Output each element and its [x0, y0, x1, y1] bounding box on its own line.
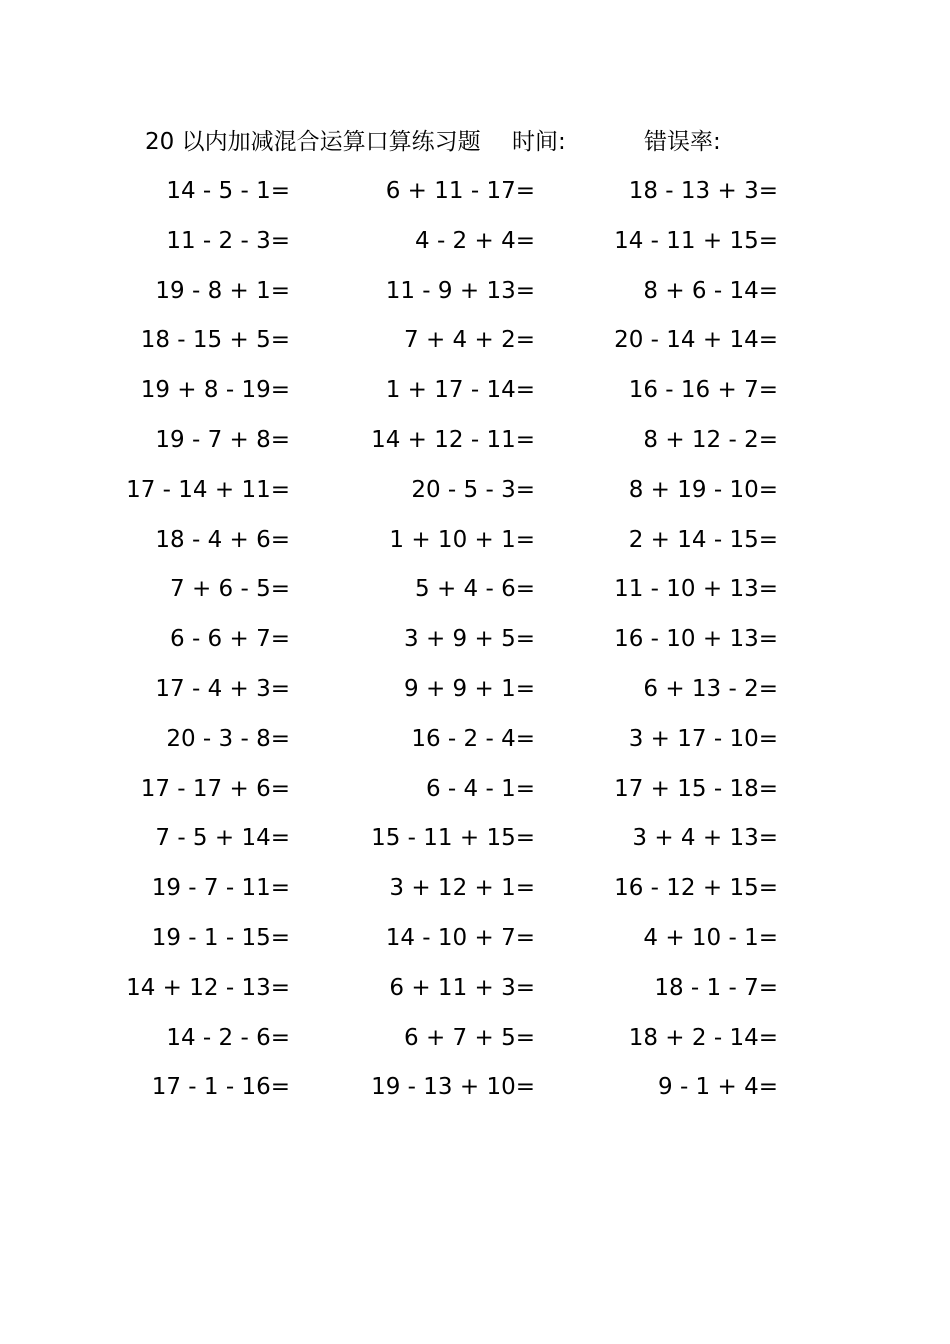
arithmetic-problem: 4 + 10 - 1=: [643, 924, 778, 951]
arithmetic-problem: 7 + 4 + 2=: [404, 327, 535, 354]
arithmetic-problem: 14 + 12 - 13=: [126, 974, 290, 1001]
arithmetic-problem: 18 + 2 - 14=: [628, 1024, 778, 1051]
arithmetic-problem: 6 + 11 + 3=: [389, 974, 535, 1001]
arithmetic-problem: 14 - 5 - 1=: [166, 178, 290, 204]
problem-row: [0, 721, 950, 771]
arithmetic-problem: 19 - 13 + 10=: [371, 1074, 535, 1101]
arithmetic-problem: 6 - 6 + 7=: [170, 626, 290, 653]
problem-row: [0, 372, 950, 422]
problem-row: [0, 273, 950, 323]
arithmetic-problem: 20 - 3 - 8=: [166, 725, 290, 752]
arithmetic-problem: 4 - 2 + 4=: [415, 227, 535, 254]
arithmetic-problem: 6 + 13 - 2=: [643, 675, 778, 702]
arithmetic-problem: 19 + 8 - 19=: [140, 377, 290, 404]
arithmetic-problem: 8 + 6 - 14=: [643, 277, 778, 304]
arithmetic-problem: 6 + 11 - 17=: [385, 178, 535, 204]
arithmetic-problem: 5 + 4 - 6=: [415, 576, 535, 603]
arithmetic-problem: 18 - 13 + 3=: [628, 178, 778, 204]
arithmetic-problem: 20 - 5 - 3=: [411, 476, 535, 503]
arithmetic-problem: 7 + 6 - 5=: [170, 576, 290, 603]
problem-row: [0, 920, 950, 970]
arithmetic-problem: 3 + 17 - 10=: [628, 725, 778, 752]
problem-row: [0, 820, 950, 870]
arithmetic-problem: 15 - 11 + 15=: [371, 825, 535, 852]
problem-row: [0, 422, 950, 472]
arithmetic-problem: 8 + 12 - 2=: [643, 426, 778, 453]
arithmetic-problem: 17 - 4 + 3=: [155, 675, 290, 702]
problem-row: [0, 621, 950, 671]
problem-row: [0, 771, 950, 821]
arithmetic-problem: 17 + 15 - 18=: [614, 775, 778, 802]
arithmetic-problem: 2 + 14 - 15=: [628, 526, 778, 553]
arithmetic-problem: 9 - 1 + 4=: [658, 1074, 778, 1101]
problem-row: [0, 322, 950, 372]
arithmetic-problem: 6 - 4 - 1=: [425, 775, 535, 802]
arithmetic-problem: 18 - 1 - 7=: [654, 974, 778, 1001]
arithmetic-problem: 11 - 2 - 3=: [166, 227, 290, 254]
problem-row: [0, 472, 950, 522]
problem-grid: [0, 173, 950, 1119]
arithmetic-problem: 3 + 4 + 13=: [632, 825, 778, 852]
arithmetic-problem: 6 + 7 + 5=: [404, 1024, 535, 1051]
arithmetic-problem: 8 + 19 - 10=: [628, 476, 778, 503]
arithmetic-problem: 18 - 4 + 6=: [155, 526, 290, 553]
problem-row: [0, 970, 950, 1020]
problem-row: [0, 522, 950, 572]
arithmetic-problem: 3 + 9 + 5=: [404, 626, 535, 653]
arithmetic-problem: 14 + 12 - 11=: [371, 426, 535, 453]
arithmetic-problem: 1 + 17 - 14=: [385, 377, 535, 404]
worksheet-title: 20 以内加减混合运算口算练习题: [145, 129, 481, 155]
time-label: 时间:: [512, 129, 566, 155]
problem-row: [0, 571, 950, 621]
arithmetic-problem: 11 - 9 + 13=: [385, 277, 535, 304]
arithmetic-problem: 3 + 12 + 1=: [389, 875, 535, 902]
arithmetic-problem: 11 - 10 + 13=: [614, 576, 778, 603]
arithmetic-problem: 17 - 14 + 11=: [126, 476, 290, 503]
problem-row: [0, 1020, 950, 1070]
arithmetic-problem: 19 - 7 + 8=: [155, 426, 290, 453]
arithmetic-problem: 20 - 14 + 14=: [614, 327, 778, 354]
arithmetic-problem: 17 - 17 + 6=: [140, 775, 290, 802]
arithmetic-problem: 18 - 15 + 5=: [140, 327, 290, 354]
arithmetic-problem: 19 - 8 + 1=: [155, 277, 290, 304]
arithmetic-problem: 14 - 2 - 6=: [166, 1024, 290, 1051]
arithmetic-problem: 19 - 7 - 11=: [151, 875, 290, 902]
arithmetic-problem: 14 - 10 + 7=: [385, 924, 535, 951]
error-rate-label: 错误率:: [644, 129, 721, 155]
problem-row: [0, 870, 950, 920]
arithmetic-problem: 7 - 5 + 14=: [155, 825, 290, 852]
arithmetic-problem: 16 - 2 - 4=: [411, 725, 535, 752]
problem-row: [0, 173, 950, 223]
arithmetic-problem: 16 - 16 + 7=: [628, 377, 778, 404]
arithmetic-problem: 16 - 12 + 15=: [614, 875, 778, 902]
arithmetic-problem: 1 + 10 + 1=: [389, 526, 535, 553]
worksheet-header: [0, 124, 950, 160]
arithmetic-problem: 9 + 9 + 1=: [404, 675, 535, 702]
arithmetic-problem: 19 - 1 - 15=: [151, 924, 290, 951]
problem-row: [0, 223, 950, 273]
problem-row: [0, 1069, 950, 1119]
arithmetic-problem: 14 - 11 + 15=: [614, 227, 778, 254]
arithmetic-problem: 16 - 10 + 13=: [614, 626, 778, 653]
problem-row: [0, 671, 950, 721]
arithmetic-problem: 17 - 1 - 16=: [151, 1074, 290, 1101]
